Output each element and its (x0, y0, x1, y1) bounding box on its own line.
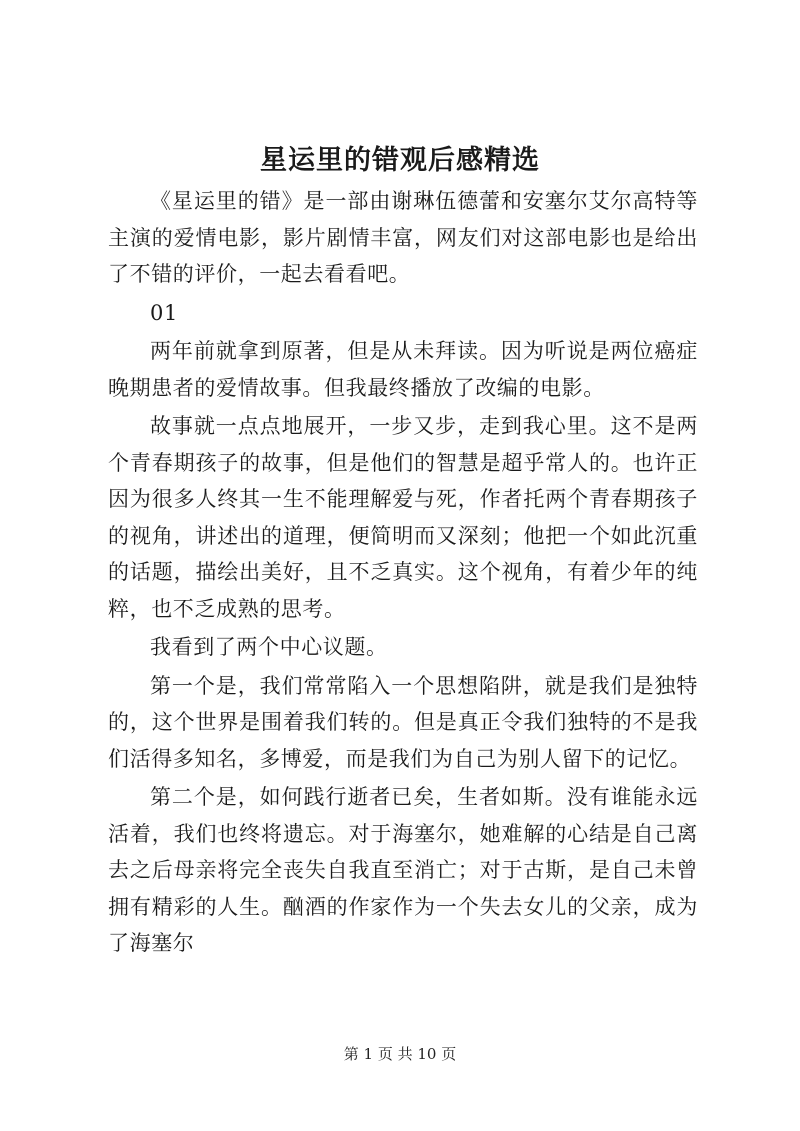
paragraph: 故事就一点点地展开，一步又步，走到我心里。这不是两个青春期孩子的故事，但是他们的智慧是超乎常人的。也许正因为很多人终其一生不能理解爱与死，作者托两个青春期孩子的视角，讲述出的道理，便简明而又深刻；他把一个如此沉重的话题，描绘出美好，且不乏真实。这个视角，有着少年的纯粹，也不乏成熟的思考。 (108, 414, 698, 621)
paragraph: 我看到了两个中心议题。 (150, 635, 388, 659)
paragraph: 第二个是，如何践行逝者已矣，生者如斯。没有谁能永远活着，我们也终将遗忘。对于海塞尔，她难解的心结是自己离去之后母亲将完全丧失自我直至消亡；对于古斯，是自己未曾拥有精彩的人生。酗酒的作家作为一个失去女儿的父亲，成为了海塞尔 (108, 785, 698, 955)
document-title: 星运里的错观后感精选 (260, 145, 540, 176)
document-body (108, 183, 698, 964)
section-number: 01 (150, 300, 178, 325)
paragraph: 第一个是，我们常常陷入一个思想陷阱，就是我们是独特的，这个世界是围着我们转的。但是真正令我们独特的不是我们活得多知名，多博爱，而是我们为自己为别人留下的记忆。 (108, 673, 698, 771)
page-footer: 第 1 页 共 10 页 (343, 1045, 457, 1063)
paragraph: 两年前就拿到原著，但是从未拜读。因为听说是两位癌症晚期患者的爱情故事。但我最终播放了改编的电影。 (108, 339, 698, 400)
paragraph-intro: 《星运里的错》是一部由谢琳伍德蕾和安塞尔艾尔高特等主演的爱情电影，影片剧情丰富，网友们对这部电影也是给出了不错的评价，一起去看看吧。 (108, 189, 698, 286)
